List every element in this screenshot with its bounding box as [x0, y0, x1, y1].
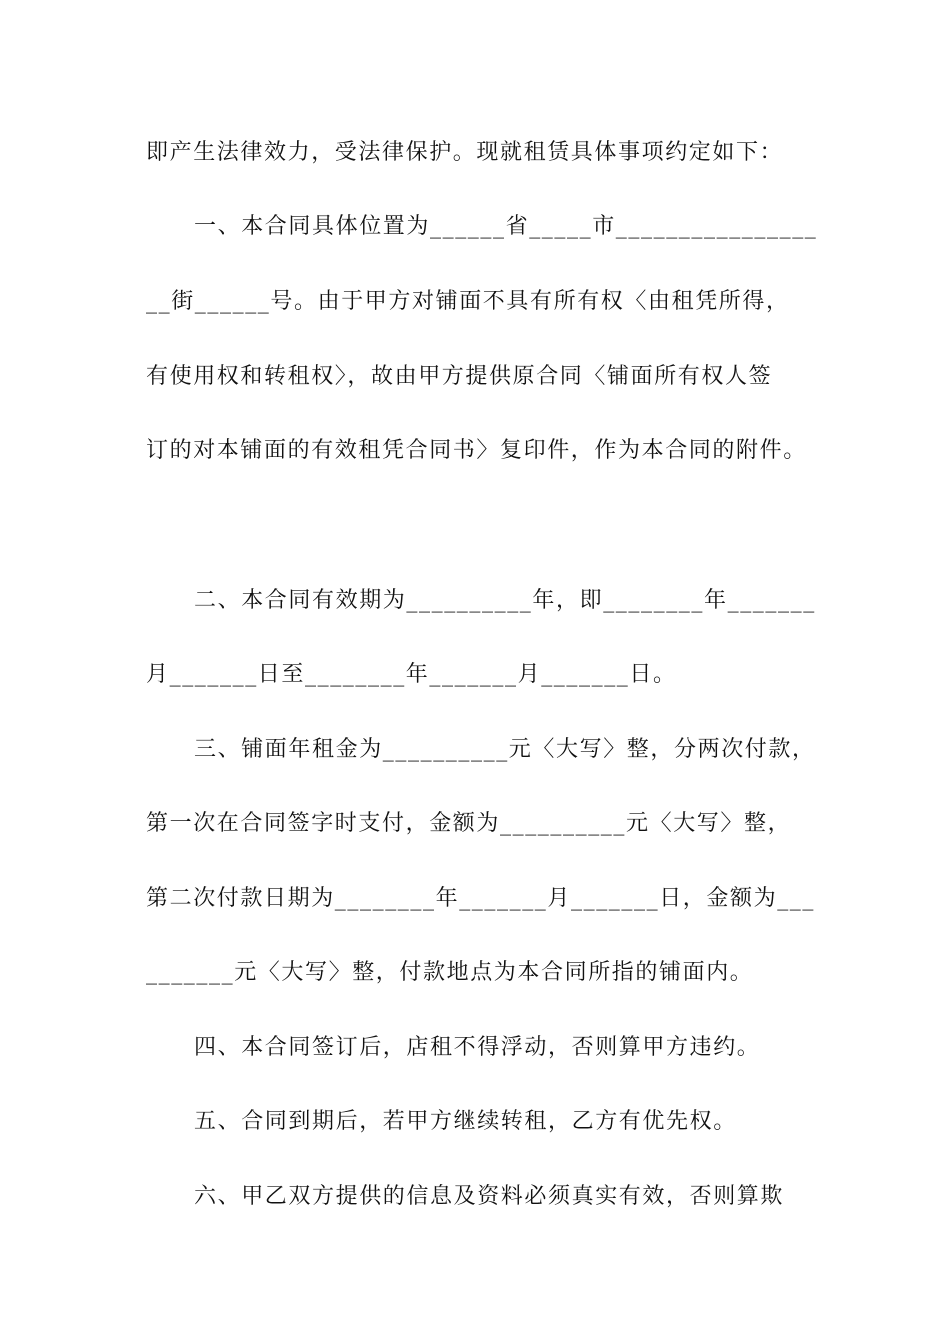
clause-4-line-1: 四、本合同签订后，店租不得浮动，否则算甲方违约。	[194, 1035, 761, 1060]
clause-3-line-4: _______元〈大写〉整，付款地点为本合同所指的铺面内。	[146, 960, 754, 985]
clause-6-line-1: 六、甲乙双方提供的信息及资料必须真实有效，否则算欺	[194, 1184, 785, 1209]
clause-1-line-4: 订的对本铺面的有效租凭合同书〉复印件，作为本合同的附件。	[146, 438, 807, 463]
clause-2-line-2: 月_______日至________年_______月_______日。	[146, 662, 677, 687]
clause-3-line-1: 三、铺面年租金为__________元〈大写〉整，分两次付款，	[194, 737, 816, 762]
clause-1-line-3: 有使用权和转租权〉，故由甲方提供原合同〈铺面所有权人签	[146, 364, 773, 389]
clause-1-line-2: __街______号。由于甲方对铺面不具有所有权〈由租凭所得，	[146, 289, 790, 314]
clause-3-line-2: 第一次在合同签字时支付，金额为__________元〈大写〉整，	[146, 811, 792, 836]
clause-5-line-1: 五、合同到期后，若甲方继续转租，乙方有优先权。	[194, 1109, 737, 1134]
clause-2-line-1: 二、本合同有效期为__________年，即________年_______	[194, 588, 816, 613]
text-line-1: 即产生法律效力，受法律保护。现就租赁具体事项约定如下：	[146, 140, 784, 165]
clause-1-line-1: 一、本合同具体位置为______省_____市________________	[194, 214, 818, 239]
clause-3-line-3: 第二次付款日期为________年_______月_______日，金额为___	[146, 886, 816, 911]
